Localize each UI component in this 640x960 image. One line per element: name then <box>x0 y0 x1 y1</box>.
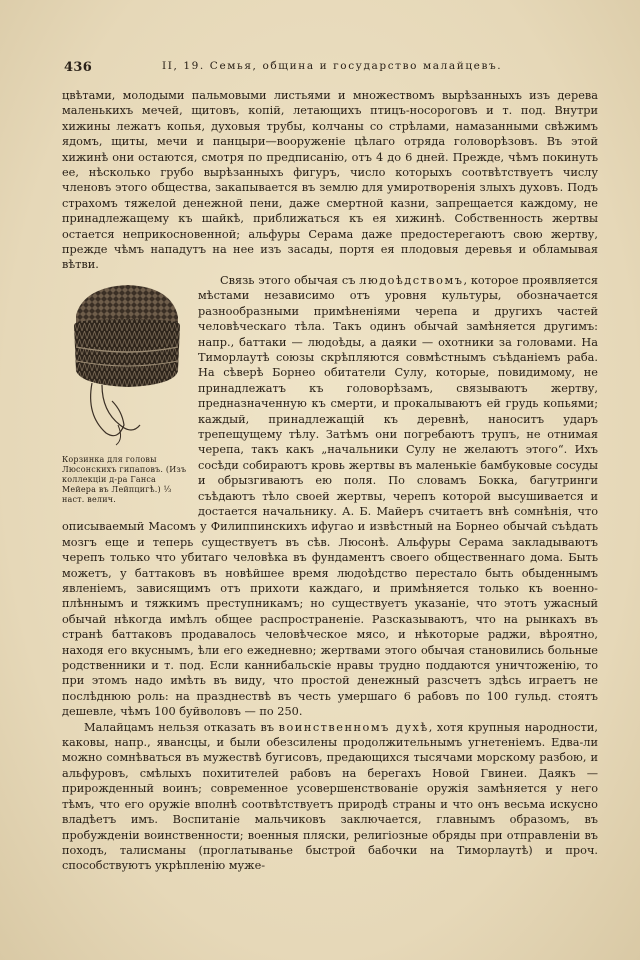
page-number: 436 <box>64 60 93 75</box>
running-title: II, 19. Семья, община и государство малайцевъ. <box>162 60 503 72</box>
figure-basket <box>62 275 190 505</box>
paragraph-3-lead: Малайцамъ нельзя отказать въ <box>84 720 279 734</box>
paragraph-2-emphasis: людоѣдствомъ <box>359 273 464 287</box>
running-head <box>64 60 600 76</box>
paragraph-1: цвѣтами, молодыми пальмовыми листьями и множествомъ вырѣзанныхъ изъ дерева маленькихъ мечей, щитовъ, копій, летающихъ птицъ-носороговъ и т. под. Внутри хижины лежатъ копья, духовыя трубы, колчаны со стрѣлами, намазанными свѣжимъ ядомъ, щиты, мечи и панцыри—вооруженіе цѣлаго отряда головорѣзовъ. Въ этой хижинѣ они остаются, смотря по предписанію, отъ 4 до 6 дней. Прежде, чѣмъ покинуть ее, нѣсколько грубо вырѣзанныхъ фигуръ, число которыхъ соотвѣтствуетъ числу членовъ этого общества, закапывается въ землю для умиротворенія злыхъ духовъ. Подъ страхомъ тяжелой денежной пени, даже смертной казни, запрещается каждому, не принадлежащему къ шайкѣ, приближаться къ ея хижинѣ. Собственность жертвы остается неприкосновенной; альфуры Серама даже предостерегаютъ свою жертву, прежде чѣмъ нападутъ на нее изъ засады, портя ея плодовыя деревья и обламывая вѣтви. <box>62 89 598 272</box>
paragraph-3-rest: , хотя крупныя народности, каковы, напр., явансцы, и были обезсилены продолжительнымъ угнетеніемъ. Едва-ли можно сомнѣваться въ мужествѣ бугисовъ, предающихся тысячами морскому разбою, и альфуровъ, смѣлыхъ похитителей рабовъ на берегахъ Новой Гвинеи. Даякъ — прирожденный воинъ; современное усовершенствованіе оружія замѣняется у него тѣмъ, что его оружіе вполнѣ соотвѣтствуетъ природѣ страны и что онъ весьма искусно владѣетъ имъ. Воспитаніе мальчиковъ заключается, главнымъ образомъ, въ пробужденіи воинственности; военныя пляски, религіозные обряды при отправленіи въ походъ, талисманы (проглатыванье быстрой бабочки на Тиморлаутѣ) и проч. способствуютъ укрѣпленію муже- <box>62 720 599 873</box>
body-text <box>62 88 598 874</box>
paragraph-3-emphasis: воинственномъ духѣ <box>278 720 429 734</box>
paragraph-3 <box>62 720 598 874</box>
paragraph-2-lead: Связь этого обычая съ <box>220 273 360 287</box>
basket-hat-illustration <box>62 275 186 455</box>
paragraph-2-rest: , которое проявляется мѣстами независимо отъ уровня культуры, обозначается разнообразными примѣненіями черепа и другихъ частей человѣческаго тѣла. Такъ одинъ обычай замѣняется другимъ: напр., баттаки — людоѣды, а даяки — охотники за головами. На Тиморлаутѣ союзы скрѣпляются совмѣстнымъ съѣданіемъ раба. На сѣверѣ Борнео обитатели Сулу, которые, повидимому, не принадлежатъ къ головорѣзамъ, связываютъ жертву, предназначенную къ смерти, и прокалываютъ ей грудь копьями; каждый, принадлежащій къ деревнѣ, наноситъ ударъ трепещущему тѣлу. Затѣмъ они погребаютъ трупъ, не отнимая черепа, такъ какъ „начальники Сулу не желаютъ этого“. Ихъ сосѣди собираютъ кровь жертвы въ маленькіе бамбуковые сосуды и обрызгиваютъ ею поля. По словамъ Бокка, багутринги съѣдаютъ тѣло своей жертвы, черепъ которой высушивается и достается начальнику. А. Б. Майеръ считаетъ внѣ сомнѣнія, что описываемый Масомъ у Филиппинскихъ ифугао и извѣстный на Борнео обычай съѣдать мозгъ еще и теперь существуетъ въ сѣв. Люсонѣ. Альфуры Серама закладываютъ черепъ только что убитаго человѣка въ фундаментъ своего общественнаго дома. Быть можетъ, у баттаковъ въ новѣйшее время людоѣдство перестало быть обыденнымъ явленіемъ, зависящимъ отъ прихоти каждаго, и примѣняется только къ военно-плѣннымъ и тяжкимъ преступникамъ; но существуетъ указаніе, что этотъ ужасный обычай нѣкогда имѣлъ общее распространеніе. Разсказываютъ, что на рынкахъ въ странѣ баттаковъ продавалось человѣческое мясо, и нѣкоторые раджи, вѣроятно, находя его вкуснымъ, ѣли его ежедневно; жертвами этого обычая становились больные родственники и т. под. Если каннибальскіе нравы трудно поддаются уничтоженію, то при этомъ надо имѣть въ виду, что простой денежный разсчетъ здѣсь играетъ не послѣднюю роль: на празднествѣ въ честь умершаго 6 рабовъ по 100 гульд. стоятъ дешевле, чѣмъ 100 буйволовъ — по 250. <box>62 273 598 719</box>
figure-caption: Корзинка для головы Люсонскихъ гипаповъ. (Изъ коллекціи д-ра Ганса Мейера въ Лейпцигѣ.) ⅓ наст. велич. <box>62 454 187 504</box>
